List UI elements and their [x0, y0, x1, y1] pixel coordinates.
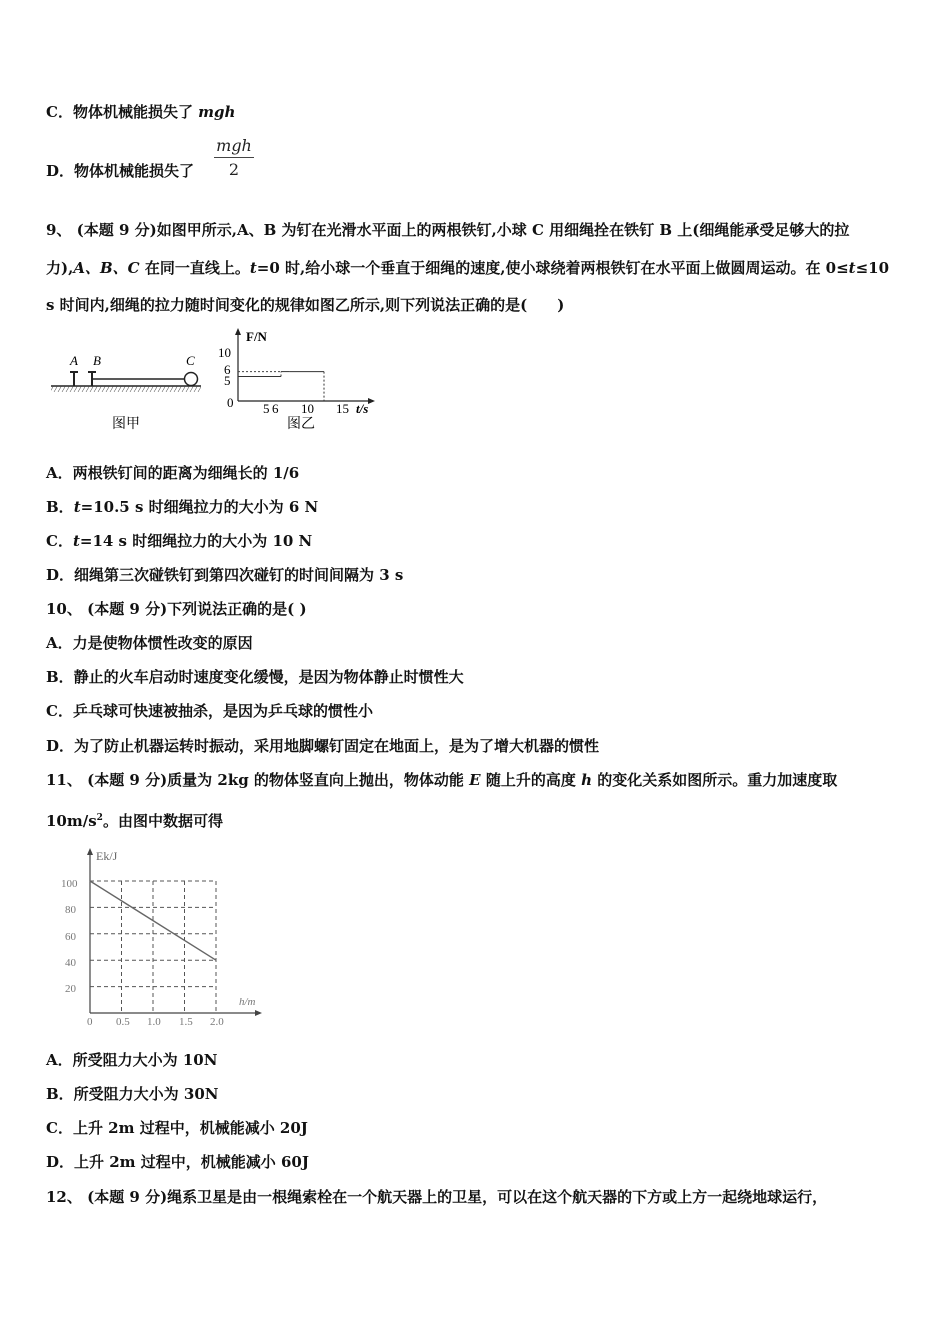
q9-opt-b-t: t	[73, 498, 81, 516]
fig2-ytick-5: 5	[224, 373, 231, 388]
q9-opt-c-text: =14 s 时细绳拉力的大小为 10 N	[79, 532, 313, 550]
fig2-xtick-6: 6	[272, 401, 279, 416]
q9-option-a: A．两根铁钉间的距离为细绳长的 1/6	[46, 464, 300, 482]
fig2-xtick-10: 10	[301, 401, 314, 416]
q8-option-d: D．物体机械能损失了	[46, 162, 195, 180]
q11-option-c: C．上升 2m 过程中，机械能减小 20J	[46, 1119, 308, 1137]
q9-option-b	[46, 497, 318, 517]
q9-opt-b-text: =10.5 s 时细绳拉力的大小为 6 N	[80, 498, 319, 516]
q11-stem-line2	[46, 808, 223, 831]
x-axis-arrow	[368, 398, 375, 404]
q9-opt-c-pre: C．	[46, 532, 73, 550]
q9-stem-line1: 9、 (本题 9 分)如图甲所示,A、B 为钉在光滑水平面上的两根铁钉,小球 C 用细绳拴在铁钉 B 上(细绳能承受足够大的拉	[46, 221, 850, 239]
q8-option-c	[46, 102, 235, 122]
fig2-ylabel: F/N	[246, 329, 267, 344]
q11-ek-graph	[56, 843, 276, 1033]
ek-xtick-1-5: 1.5	[179, 1016, 193, 1028]
fig2-ytick-6: 6	[224, 362, 231, 377]
q9-stem-line2	[46, 258, 889, 278]
ball-c	[185, 373, 198, 386]
q9-l2b: 在同一直线上。	[139, 259, 250, 277]
q9-opt-b-pre: B．	[46, 498, 74, 516]
q10-option-a: A．力是使物体惯性改变的原因	[46, 634, 253, 652]
q10-option-d: D．为了防止机器运转时振动，采用地脚螺钉固定在地面上，是为了增大机器的惯性	[46, 737, 600, 755]
q8-option-c-var: mgh	[198, 103, 236, 121]
fig2-xlabel: t/s	[356, 401, 369, 416]
q9-stem-line3: s 时间内,细绳的拉力随时间变化的规律如图乙所示,则下列说法正确的是( )	[46, 296, 565, 314]
ek-ytick-60: 60	[65, 931, 76, 943]
q11-stem-line1	[46, 770, 837, 790]
q10-stem: 10、 (本题 9 分)下列说法正确的是( )	[46, 600, 307, 618]
fig2-ytick-10: 10	[218, 345, 231, 360]
ek-ylabel: Ek/J	[96, 849, 118, 863]
q9-l2-t: t	[249, 259, 257, 277]
ek-data-line	[90, 881, 216, 960]
fig2-xtick-5: 5	[263, 401, 270, 416]
q9-opt-c-t: t	[72, 532, 80, 550]
caption-jia: 图甲	[112, 417, 140, 432]
caption-yi: 图乙	[287, 417, 315, 432]
fraction-numerator: mgh	[214, 136, 254, 158]
q11-option-d: D．上升 2m 过程中，机械能减小 60J	[46, 1153, 309, 1171]
ek-ytick-40: 40	[65, 957, 76, 969]
label-c: C	[186, 353, 195, 368]
q11-l1a: 11、 (本题 9 分)质量为 2kg 的物体竖直向上抛出，物体动能	[46, 771, 470, 789]
q11-l2-sup: 2	[96, 813, 103, 823]
q11-l2b: 。由图中数据可得	[102, 812, 223, 830]
q11-option-a: A．所受阻力大小为 10N	[46, 1051, 218, 1069]
ek-grid	[90, 881, 216, 1013]
fraction-denominator: 2	[228, 160, 240, 179]
label-a: A	[70, 353, 78, 368]
q11-l1c: 的变化关系如图所示。重力加速度取	[591, 771, 838, 789]
q11-l1b: 随上升的高度	[480, 771, 582, 789]
ek-xtick-2-0: 2.0	[210, 1016, 224, 1028]
q11-l1-e: E	[469, 771, 481, 789]
ek-ytick-20: 20	[65, 983, 76, 995]
ground-hatch	[51, 386, 201, 392]
q9-figure-yi	[215, 326, 385, 436]
x-axis-arrow	[255, 1010, 262, 1016]
q9-option-d: D．细绳第三次碰铁钉到第四次碰钉的时间间隔为 3 s	[46, 566, 404, 584]
q9-option-c	[46, 531, 312, 551]
ek-xlabel: h/m	[239, 996, 256, 1008]
q9-l2-t2: t	[848, 259, 856, 277]
q11-option-b: B．所受阻力大小为 30N	[46, 1085, 219, 1103]
ek-xtick-1-0: 1.0	[147, 1016, 161, 1028]
ek-xtick-0-5: 0.5	[116, 1016, 130, 1028]
fig2-marks	[238, 372, 324, 401]
q11-l2a: 10m/s	[46, 812, 97, 830]
q11-l1-h: h	[581, 771, 592, 789]
ek-ytick-80: 80	[65, 904, 76, 916]
y-axis-arrow	[235, 328, 241, 335]
q10-option-b: B．静止的火车启动时速度变化缓慢，是因为物体静止时惯性大	[46, 668, 464, 686]
q9-l2c: =0 时,给小球一个垂直于细绳的速度,使小球绕着两根铁钉在水平面上做圆周运动。在 0≤	[256, 259, 849, 277]
ek-xtick-0: 0	[87, 1016, 93, 1028]
q9-l2d: ≤10	[855, 259, 890, 277]
q10-option-c: C．乒乓球可快速被抽杀，是因为乒乓球的惯性小	[46, 702, 373, 720]
label-b: B	[93, 353, 101, 368]
q9-figure-jia	[46, 350, 216, 435]
q9-l2-abc: A、B、C	[73, 259, 140, 277]
y-axis-arrow	[87, 848, 93, 855]
q8-option-d-fraction	[214, 136, 254, 179]
q12-stem: 12、 (本题 9 分)绳系卫星是由一根绳索栓在一个航天器上的卫星，可以在这个航天器的下方或上方一起绕地球运行，	[46, 1188, 828, 1206]
q9-l2a: 力),	[46, 259, 74, 277]
fig2-ytick-0: 0	[227, 395, 234, 410]
q8-option-c-text: C．物体机械能损失了	[46, 103, 199, 121]
ek-ytick-100: 100	[61, 878, 78, 890]
ek-line	[90, 881, 216, 960]
fig2-xtick-15: 15	[336, 401, 349, 416]
